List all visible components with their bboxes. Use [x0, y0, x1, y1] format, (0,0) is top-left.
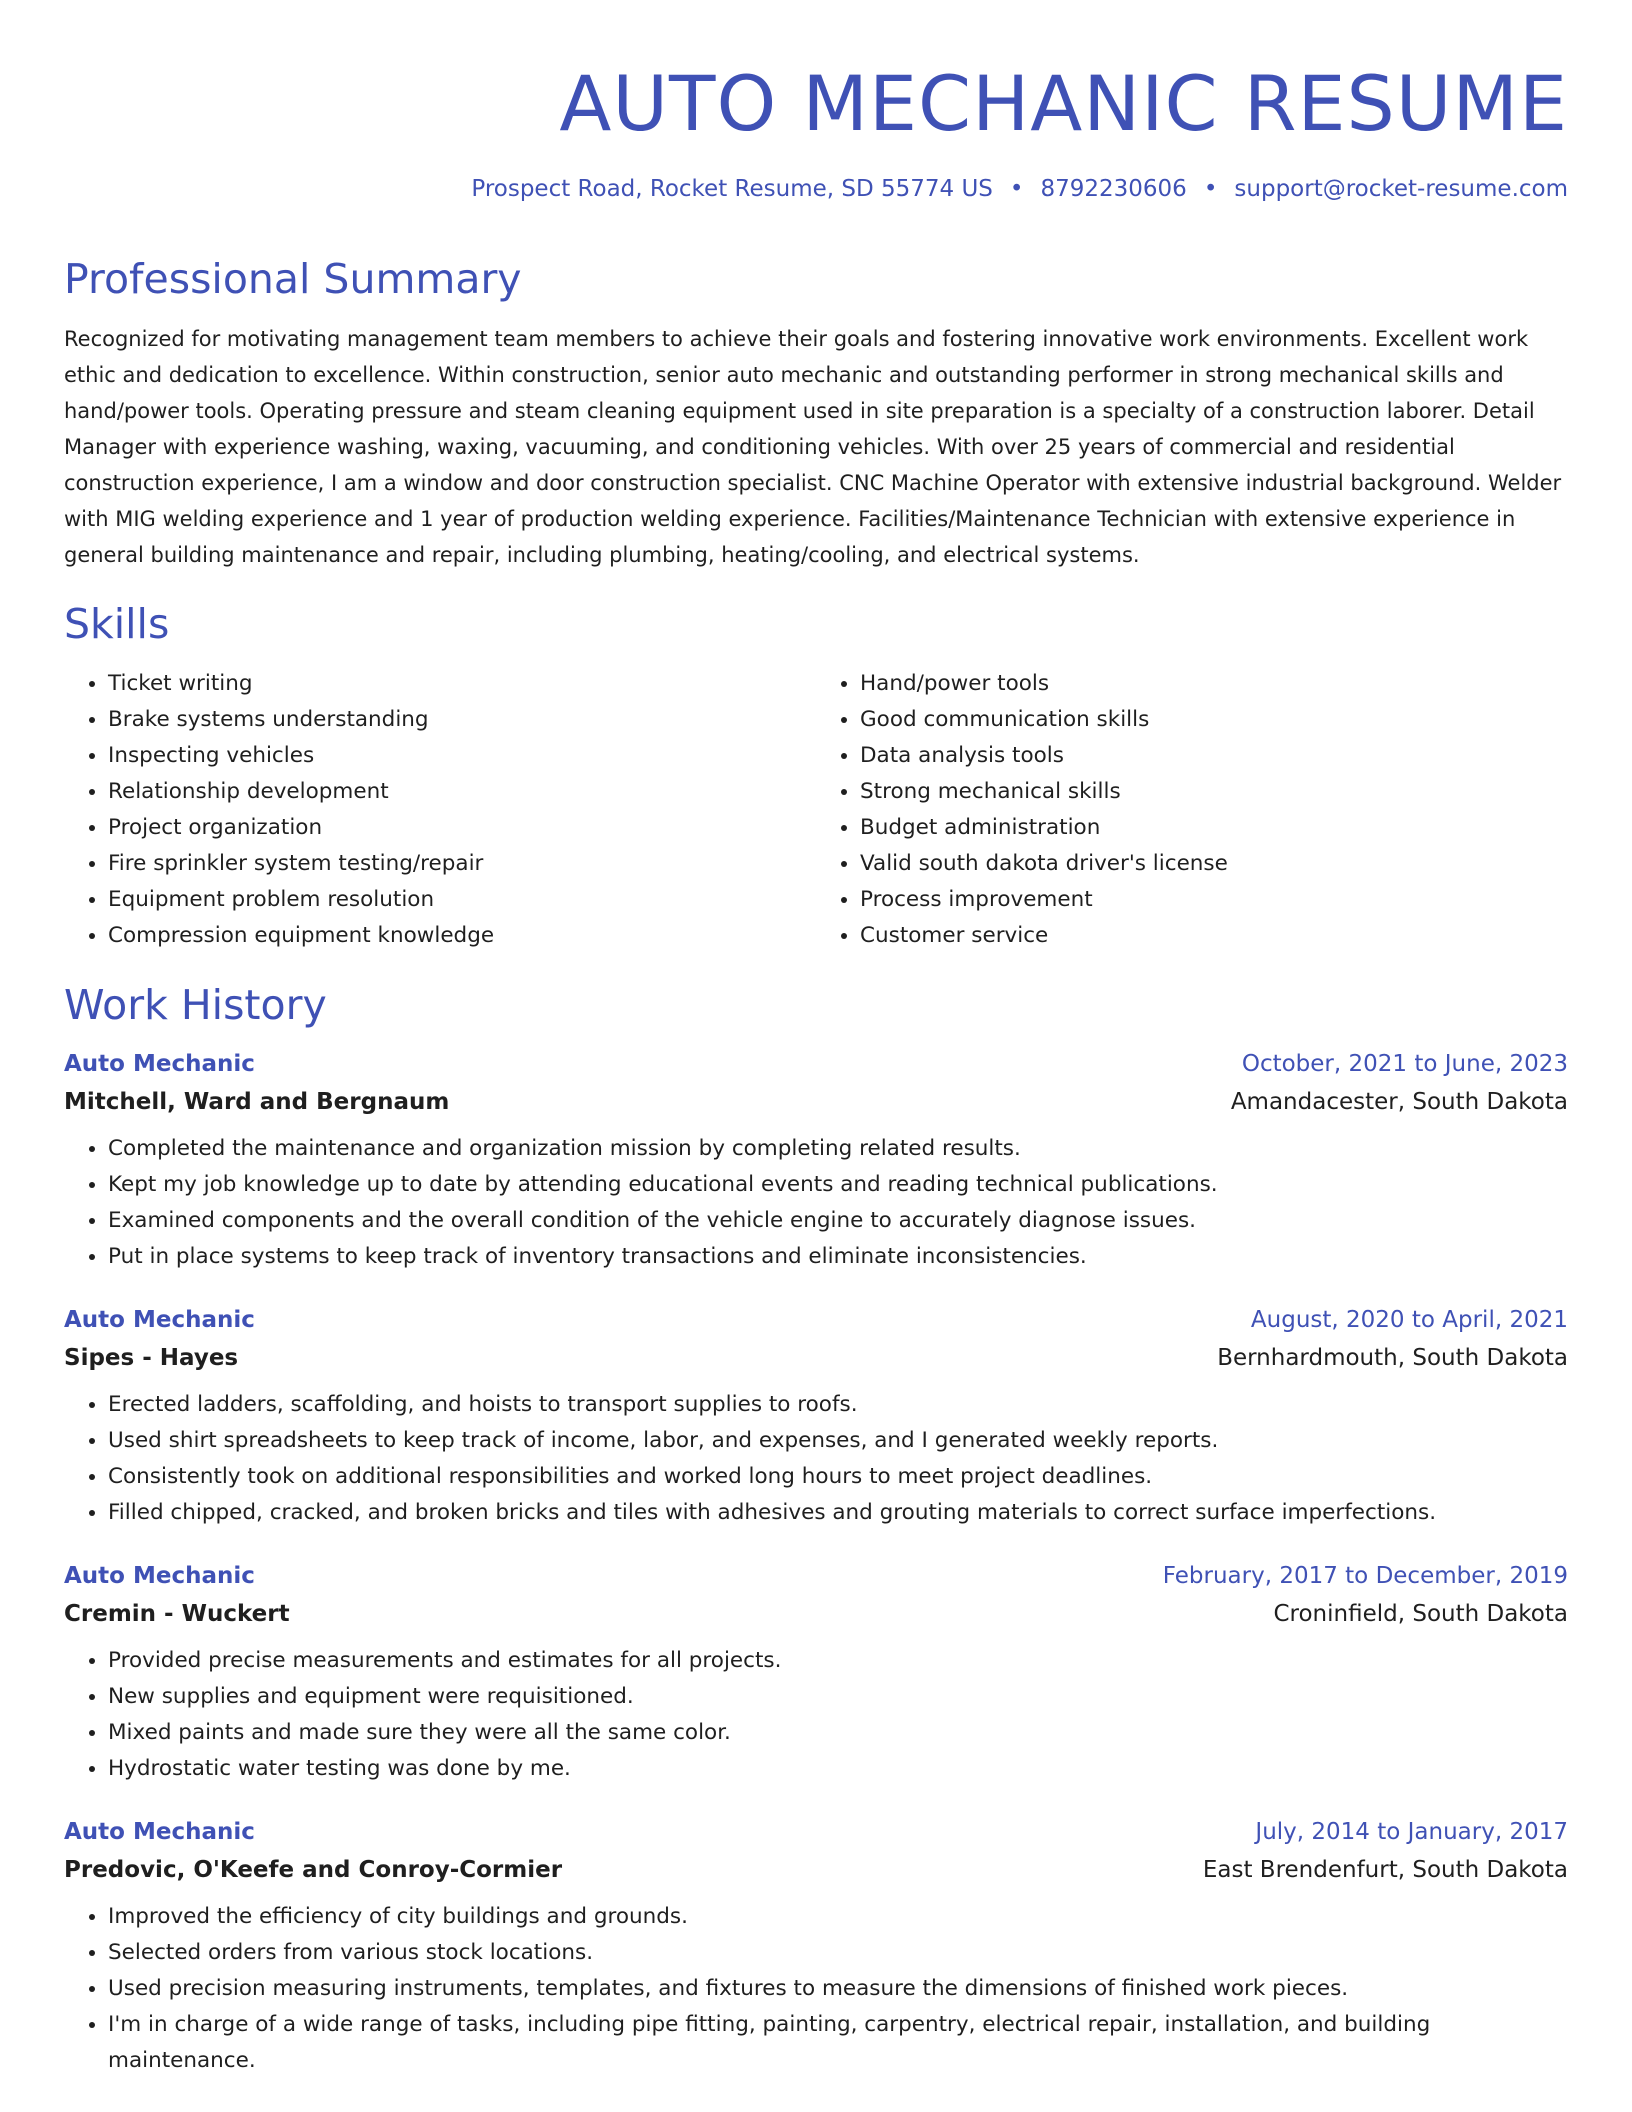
skill-item: • Customer service: [860, 918, 1568, 954]
skill-item: • Budget administration: [860, 810, 1568, 846]
summary-text: Recognized for motivating management team members to achieve their goals and fostering innovative work environments. Excellent work ethic and dedication to excellence. Within construction, senior auto mechanic and outstanding performer in strong mechanical skills and hand/power tools. Operating pressure and steam cleaning equipment used in site preparation is a specialty of a construction laborer. Detail Manager with experience washing, waxing, vacuuming, and conditioning vehicles. With over 25 years of commercial and residential construction experience, I am a window and door construction specialist. CNC Machine Operator with extensive industrial background. Welder with MIG welding experience and 1 year of production welding experience. Facilities/Maintenance Technician with extensive experience in general building maintenance and repair, including plumbing, heating/cooling, and electrical systems.: [64, 327, 1562, 568]
job-duties: [64, 1899, 1568, 2079]
contact-address: Prospect Road, Rocket Resume, SD 55774 US: [471, 176, 993, 202]
job-title: Auto Mechanic: [64, 1563, 255, 1590]
job-company: Cremin - Wuckert: [64, 1601, 290, 1628]
skill-item: • Equipment problem resolution: [108, 882, 816, 918]
job-dates: July, 2014 to January, 2017: [1255, 1819, 1568, 1846]
job-entry: [64, 1819, 1568, 2079]
duty-item: • Used precision measuring instruments, templates, and fixtures to measure the dimensions of finished work pieces.: [108, 1971, 1568, 2007]
contact-separator: •: [1009, 176, 1024, 202]
skill-item: • Data analysis tools: [860, 738, 1568, 774]
job-entry: [64, 1307, 1568, 1531]
duty-item: • New supplies and equipment were requisitioned.: [108, 1679, 1568, 1715]
job-duties: [64, 1131, 1568, 1275]
duty-item: • Filled chipped, cracked, and broken bricks and tiles with adhesives and grouting materials to correct surface imperfections.: [108, 1495, 1568, 1531]
skill-item: • Process improvement: [860, 882, 1568, 918]
duty-item: • Consistently took on additional responsibilities and worked long hours to meet project deadlines.: [108, 1459, 1568, 1495]
job-title: Auto Mechanic: [64, 1307, 255, 1334]
duty-item: • Examined components and the overall condition of the vehicle engine to accurately diagnose issues.: [108, 1203, 1568, 1239]
job-entry: [64, 1051, 1568, 1275]
job-duties: [64, 1387, 1568, 1531]
skill-item: • Fire sprinkler system testing/repair: [108, 846, 816, 882]
skill-item: • Ticket writing: [108, 666, 816, 702]
job-dates: February, 2017 to December, 2019: [1162, 1563, 1568, 1590]
skill-item: • Project organization: [108, 810, 816, 846]
skill-item: • Inspecting vehicles: [108, 738, 816, 774]
summary-heading: Professional Summary: [64, 255, 522, 303]
job-title: Auto Mechanic: [64, 1819, 255, 1846]
skills-list: [64, 666, 1568, 954]
job-company: Predovic, O'Keefe and Conroy-Cormier: [64, 1857, 563, 1884]
job-company: Sipes - Hayes: [64, 1345, 239, 1372]
job-location: Amandacester, South Dakota: [1230, 1089, 1568, 1116]
duty-item: • I'm in charge of a wide range of tasks, including pipe fitting, painting, carpentry, electrical repair, installation, and building maintenance.: [108, 2007, 1568, 2079]
duty-item: • Completed the maintenance and organization mission by completing related results.: [108, 1131, 1568, 1167]
skill-item: • Good communication skills: [860, 702, 1568, 738]
skill-item: • Relationship development: [108, 774, 816, 810]
contact-separator: •: [1203, 176, 1218, 202]
skill-item: • Strong mechanical skills: [860, 774, 1568, 810]
job-dates: October, 2021 to June, 2023: [1241, 1051, 1568, 1078]
job-duties: [64, 1643, 1568, 1787]
duty-item: • Kept my job knowledge up to date by attending educational events and reading technical publications.: [108, 1167, 1568, 1203]
duty-item: • Erected ladders, scaffolding, and hoists to transport supplies to roofs.: [108, 1387, 1568, 1423]
job-company: Mitchell, Ward and Bergnaum: [64, 1089, 450, 1116]
skill-item: • Valid south dakota driver's license: [860, 846, 1568, 882]
duty-item: • Hydrostatic water testing was done by me.: [108, 1751, 1568, 1787]
skill-item: • Hand/power tools: [860, 666, 1568, 702]
job-title: Auto Mechanic: [64, 1051, 255, 1078]
resume-title: AUTO MECHANIC RESUME: [559, 59, 1568, 148]
duty-item: • Improved the efficiency of city buildings and grounds.: [108, 1899, 1568, 1935]
contact-phone: 8792230606: [1040, 176, 1187, 202]
duty-item: • Used shirt spreadsheets to keep track of income, labor, and expenses, and I generated weekly reports.: [108, 1423, 1568, 1459]
job-location: Bernhardmouth, South Dakota: [1217, 1345, 1568, 1372]
job-dates: August, 2020 to April, 2021: [1250, 1307, 1568, 1334]
job-location: East Brendenfurt, South Dakota: [1202, 1857, 1568, 1884]
skills-heading: Skills: [64, 600, 170, 649]
contact-email[interactable]: support@rocket-resume.com: [1234, 176, 1568, 202]
skills-column-left: [64, 666, 816, 954]
duty-item: • Put in place systems to keep track of inventory transactions and eliminate inconsistencies.: [108, 1239, 1568, 1275]
duty-item: • Mixed paints and made sure they were all the same color.: [108, 1715, 1568, 1751]
duty-item: • Selected orders from various stock locations.: [108, 1935, 1568, 1971]
skill-item: • Compression equipment knowledge: [108, 918, 816, 954]
job-location: Croninfield, South Dakota: [1273, 1601, 1568, 1628]
job-entry: [64, 1563, 1568, 1787]
contact-line: [64, 176, 1568, 202]
work-history-heading: Work History: [64, 981, 327, 1030]
skills-column-right: [816, 666, 1568, 954]
skill-item: • Brake systems understanding: [108, 702, 816, 738]
duty-item: • Provided precise measurements and estimates for all projects.: [108, 1643, 1568, 1679]
